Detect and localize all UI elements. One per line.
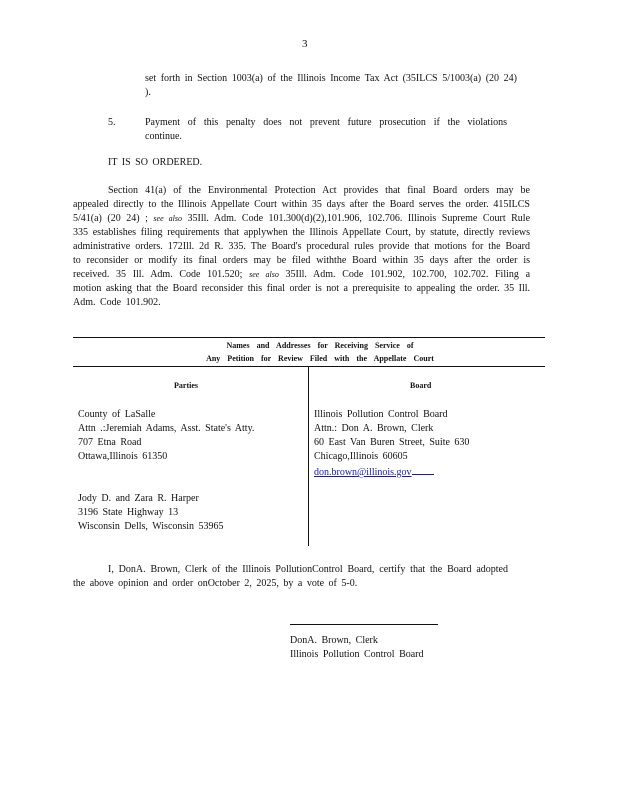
item-5-number: 5.	[108, 117, 116, 128]
table-column-divider	[308, 366, 309, 546]
party-2-street: 3196 State Highway 13	[78, 507, 179, 518]
board-email-row	[314, 464, 434, 480]
item-5-text: Payment of this penalty does not prevent future prosecution if the violations continue.	[145, 117, 507, 142]
page-number: 3	[302, 38, 308, 50]
column-header-board: Board	[410, 381, 432, 390]
party-1-name: County of LaSalle	[78, 409, 156, 420]
party-1-city: Ottawa,Illinois 61350	[78, 451, 168, 462]
appeal-text-part-2: 35Ill. Adm. Code 101.300(d)(2),101.906, 102.706. Illinois Supreme Court Rule 335 establishes filing requirements that applywhen the Illinois Appellate Court, by statute, directly reviews administrative orders. 172Ill. 2d R. 335. The Board's procedural rules provide that motions for the Board to reconsider or modify its final orders may be filed withthe Board within 35 days after the order is received. 35 Ill. Adm. Code 101.520;	[73, 213, 531, 280]
board-email-link[interactable]: don.brown@illinois.gov	[314, 467, 412, 478]
appeal-text-part-3: 35Ill. Adm. Code 101.902, 102.700, 102.702. Filing a motion asking that the Board reconsider this final order is not a prerequisite to appealing the order. 35 Ill. Adm. Code 101.902.	[73, 269, 531, 308]
certification-paragraph: I, DonA. Brown, Clerk of the Illinois PollutionControl Board, certify that the Board adopted the above opinion and order onOctober 2, 2025, by a vote of 5-0.	[73, 564, 508, 589]
party-2-city: Wisconsin Dells, Wisconsin 53965	[78, 521, 224, 532]
appeal-paragraph	[73, 184, 530, 310]
party-2-name: Jody D. and Zara R. Harper	[78, 493, 199, 504]
signature-line	[290, 624, 438, 625]
board-city: Chicago,Illinois 60605	[314, 451, 408, 462]
signature-title: Illinois Pollution Control Board	[290, 649, 424, 660]
item-4-continuation: set forth in Section 1003(a) of the Illinois Income Tax Act (35ILCS 5/1003(a) (20 24) ).	[145, 73, 517, 98]
appeal-text-part-1: Section 41(a) of the Environmental Protection Act provides that final Board orders may be appealed directly to the Illinois Appellate Court within 35 days after the Board serves the order. 415ILCS 5/41(a) (20 24) ;	[73, 185, 530, 224]
see-also-1: see also	[153, 214, 182, 223]
board-attn: Attn.: Don A. Brown, Clerk	[314, 423, 434, 434]
signature-name: DonA. Brown, Clerk	[290, 635, 378, 646]
table-header-line-2: Any Petition for Review Filed with the Appellate Court	[206, 354, 434, 363]
email-underline-tail	[412, 464, 434, 475]
so-ordered-heading: IT IS SO ORDERED.	[108, 157, 203, 168]
column-header-parties: Parties	[174, 381, 198, 390]
see-also-2: see also	[249, 270, 279, 279]
party-1-attn: Attn .:Jeremiah Adams, Asst. State's Atty.	[78, 423, 255, 434]
table-header-line-1: Names and Addresses for Receiving Service of	[226, 341, 414, 350]
party-1-street: 707 Etna Road	[78, 437, 142, 448]
table-header-rule	[73, 366, 545, 367]
board-street: 60 East Van Buren Street, Suite 630	[314, 437, 470, 448]
board-name: Illinois Pollution Control Board	[314, 409, 448, 420]
table-top-rule	[73, 337, 545, 338]
